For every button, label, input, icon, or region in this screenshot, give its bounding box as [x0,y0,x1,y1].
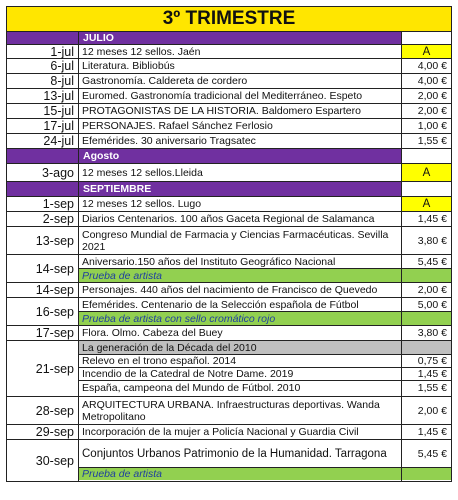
row-date: 16-sep [7,298,79,325]
row-date: 3-ago [7,164,79,181]
row-price: 2,00 € [417,105,447,117]
row-text: PERSONAJES. Rafael Sánchez Ferlosio [82,120,273,132]
row-text: PROTAGONISTAS DE LA HISTORIA. Baldomero Espartero [82,105,361,117]
row-price: 4,00 € [417,60,447,72]
artist-proof-label: Prueba de artista [79,268,401,282]
table-row [7,74,451,89]
row-text: Incendio de la Catedral de Notre Dame. 2019 [79,367,401,380]
row-date: 28-sep [7,397,79,424]
row-price: 1,55 € [402,380,451,394]
row-date: 29-sep [7,425,79,439]
table-row [7,298,451,326]
table-row [7,197,451,212]
row-date: 21-sep [7,341,79,396]
row-price: A [402,45,451,58]
month-label: JULIO [79,32,402,44]
table-title: 3º TRIMESTRE [7,7,451,32]
row-date: 13-jul [7,89,79,103]
row-price: 5,45 € [417,447,447,460]
table-row [7,119,451,134]
row-price: 3,80 € [417,234,447,247]
table-row [7,134,451,149]
row-date: 6-jul [7,59,79,73]
table-row [7,283,451,298]
row-text: ARQUITECTURA URBANA. Infraestructuras deportivas. Wanda Metropolitano [82,398,380,423]
artist-proof-label: Prueba de artista [79,467,401,480]
row-price: A [402,164,451,181]
table-row [7,89,451,104]
row-date: 17-sep [7,326,79,340]
row-price: 1,00 € [417,120,447,132]
row-text: Diarios Centenarios. 100 años Gaceta Regional de Salamanca [82,213,375,225]
row-date: 2-sep [7,212,79,226]
row-text: Efemérides. Centenario de la Selección española de Fútbol [82,298,359,311]
table-row [7,397,451,425]
row-price: 1,55 € [417,135,447,147]
table-row [7,164,451,182]
table-row [7,227,451,255]
month-header-august [7,149,451,164]
row-date: 13-sep [7,227,79,254]
row-text: Flora. Olmo. Cabeza del Buey [82,327,223,339]
table-row [7,104,451,119]
month-header-september [7,182,451,197]
row-date: 17-jul [7,119,79,133]
table-row [7,440,451,481]
stamp-calendar-table [6,6,452,482]
table-row [7,341,451,397]
row-date: 14-sep [7,283,79,297]
row-price: A [402,197,451,211]
row-text: 12 meses 12 sellos.Lleida [82,166,203,179]
row-price: 5,45 € [417,255,447,268]
table-row [7,59,451,74]
row-text: Personajes. 440 años del nacimiento de Francisco de Quevedo [82,284,378,296]
month-label: SEPTIEMBRE [79,182,402,196]
row-text: Conjuntos Urbanos Patrimonio de la Humanidad. Tarragona [82,447,387,460]
row-date: 30-sep [7,440,79,481]
row-text: Literatura. Bibliobús [82,60,175,72]
row-text: Incorporación de la mujer a Policía Nacional y Guardia Civil [82,426,359,438]
row-price: 5,00 € [417,298,447,311]
row-date: 1-jul [7,45,79,58]
table-row [7,425,451,440]
row-date: 24-jul [7,134,79,148]
row-price: 3,80 € [417,327,447,339]
row-text: España, campeona del Mundo de Fútbol. 2010 [79,380,401,394]
row-text: Congreso Mundial de Farmacia y Ciencias Farmacéuticas. Sevilla 2021 [82,228,389,253]
row-price: 0,75 € [402,354,451,367]
row-text: Aniversario.150 años del Instituto Geográfico Nacional [82,255,336,268]
row-date: 15-jul [7,104,79,118]
row-price: 1,45 € [417,213,447,225]
row-text: 12 meses 12 sellos. Lugo [82,198,202,210]
row-text: Relevo en el trono español. 2014 [79,354,401,367]
row-text: 12 meses 12 sellos. Jaén [82,45,201,58]
row-price: 2,00 € [417,284,447,296]
row-price: 4,00 € [417,75,447,87]
row-price: 2,00 € [417,90,447,102]
row-date: 14-sep [7,255,79,282]
row-price: 2,00 € [417,404,447,417]
table-row [7,212,451,227]
table-row [7,255,451,283]
series-header: La generación de la Década del 2010 [79,341,401,354]
table-row [7,45,451,59]
month-label: Agosto [79,149,402,163]
month-header-july [7,32,451,45]
row-date: 1-sep [7,197,79,211]
row-price: 1,45 € [402,367,451,380]
row-price: 1,45 € [417,426,447,438]
row-text: Gastronomía. Caldereta de cordero [82,75,248,87]
row-text: Efemérides. 30 aniversario Tragsatec [82,135,256,147]
row-date: 8-jul [7,74,79,88]
table-row [7,326,451,341]
row-text: Euromed. Gastronomía tradicional del Mediterráneo. Espeto [82,90,363,102]
artist-proof-label: Prueba de artista con sello cromático rojo [79,311,401,325]
